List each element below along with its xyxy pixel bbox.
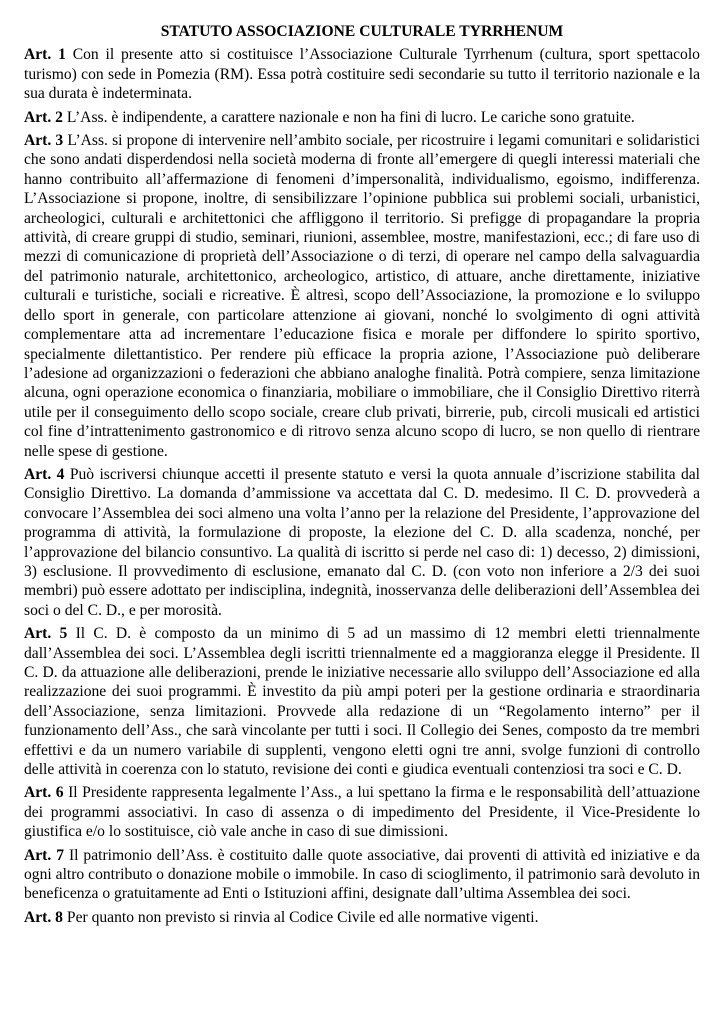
- article-label: Art. 8: [24, 908, 63, 926]
- article-8: [24, 908, 700, 927]
- article-text: Il C. D. è composto da un minimo di 5 ad un massimo di 12 membri eletti triennalmente dall’Assemblea dei soci. L’Assemblea degli iscritti triennalmente ed a maggioranza elegge il Presidente. Il C. D. da attuazione alle deliberazioni, prende le iniziative necessarie allo sviluppo dell’Associazione ed alla realizzazione dei suoi programmi. È investito da più ampi poteri per la gestione ordinaria e straordinaria dell’Associazione, senza limitazioni. Provvede alla redazione di un “Regolamento interno” per il funzionamento dell’Ass., che sarà vincolante per tutti i soci. Il Collegio dei Senes, composto da tre membri effettivi e da un numero variabile di supplenti, vengono eletti ogni tre anni, svolge funzioni di controllo delle attività in coerenza con lo statuto, revisione dei conti e giudica eventuali contenziosi tra soci e C. D.: [24, 625, 700, 779]
- article-2: [24, 108, 700, 127]
- article-label: Art. 2: [24, 108, 63, 126]
- document-title: STATUTO ASSOCIAZIONE CULTURALE TYRRHENUM: [160, 23, 564, 40]
- article-4: [24, 465, 700, 620]
- article-7: [24, 846, 700, 904]
- article-label: Art. 4: [24, 465, 65, 483]
- article-label: Art. 7: [24, 846, 65, 864]
- article-5: [24, 624, 700, 779]
- article-text: Con il presente atto si costituisce l’Associazione Culturale Tyrrhenum (cultura, sport spettacolo turismo) con sede in Pomezia (RM). Essa potrà costituire sedi secondarie su tutto il territorio nazionale e la sua durata è indeterminata.: [24, 46, 700, 103]
- article-1: [24, 45, 700, 103]
- article-label: Art. 3: [24, 132, 64, 150]
- article-text: Può iscriversi chiunque accetti il presente statuto e versi la quota annuale d’iscrizione stabilita dal Consiglio Direttivo. La domanda d’ammissione va accettata dal C. D. medesimo. Il C. D. provvederà a convocare l’Assemblea dei soci almeno una volta l’anno per la relazione del Presidente, l’approvazione del programma di attività, la formulazione di proposte, la elezione del C. D. alla scadenza, nonché, per l’approvazione del bilancio consuntivo. La qualità di iscritto si perde nel caso di: 1) decesso, 2) dimissioni, 3) esclusione. Il provvedimento di esclusione, emanato dal C. D. (con voto non inferiore a 2/3 dei suoi membri) può essere adottato per indisciplina, indegnità, inosservanza delle deliberazioni dell’Assemblea dei soci o del C. D., e per morosità.: [24, 465, 700, 619]
- article-text: Per quanto non previsto si rinvia al Codice Civile ed alle normative vigenti.: [66, 908, 539, 926]
- article-text: Il patrimonio dell’Ass. è costituito dalle quote associative, dai proventi di attività ed iniziative e da ogni altro contributo o donazione mobile o immobile. In caso di scioglimento, il patrimonio sarà devoluto in beneficenza o gratuitamente ad Enti o Istituzioni affini, designate dall’ultima Assemblea dei soci.: [24, 846, 700, 903]
- article-3: [24, 131, 700, 461]
- article-text: L’Ass. si propone di intervenire nell’ambito sociale, per ricostruire i legami comunitari e solidaristici che sono andati disperdendosi nella società moderna di fronte all’emergere di quegli interessi materiali che hanno contribuito all’affermazione di fenomeni d’impersonalità, individualismo, egoismo, indifferenza. L’Associazione si propone, inoltre, di sensibilizzare l’opinione pubblica sui problemi sociali, urbanistici, archeologici, culturali e architettonici che affliggono il territorio. Si prefigge di propagandare la propria attività, di creare gruppi di studio, seminari, riunioni, assemblee, mostre, manifestazioni, ecc.; di fare uso di mezzi di comunicazione di proprietà dell’Associazione o di terzi, di operare nel campo della salvaguardia del patrimonio naturale, architettonico, archeologico, artistico, di attuare, anche direttamente, iniziative culturali e turistiche, sociali e ricreative. È altresì, scopo dell’Associazione, la promozione e lo sviluppo dello sport in generale, con particolare attenzione ai giovani, nonché lo svolgimento di ogni attività complementare atta ad incrementare l’educazione fisica e morale per diffondere lo spirito sportivo, specialmente dilettantistico. Per rendere più efficace la propria azione, l’Associazione può deliberare l’adesione ad organizzazioni o federazioni che abbiano analoghe finalità. Potrà compiere, senza limitazione alcuna, ogni operazione economica o finanziaria, mobiliare o immobiliare, che il Consiglio Direttivo riterrà utile per il conseguimento dello scopo sociale, creare club privati, birrerie, pub, circoli musicali ed artistici col fine d’intrattenimento gastronomico e di ritrovo senza alcuno scopo di lucro, se non quello di rientrare nelle spese di gestione.: [24, 132, 700, 460]
- article-label: Art. 5: [24, 625, 68, 643]
- article-6: [24, 783, 700, 841]
- article-label: Art. 1: [24, 46, 66, 64]
- article-text: Il Presidente rappresenta legalmente l’Ass., a lui spettano la firma e le responsabilità dell’attuazione dei programmi associativi. In caso di assenza o di impedimento del Presidente, il Vice-Presidente lo giustifica e/o lo sostituisce, ciò vale anche in caso di sue dimissioni.: [24, 784, 700, 841]
- article-text: L’Ass. è indipendente, a carattere nazionale e non ha fini di lucro. Le cariche sono gratuite.: [66, 108, 635, 126]
- article-label: Art. 6: [24, 784, 64, 802]
